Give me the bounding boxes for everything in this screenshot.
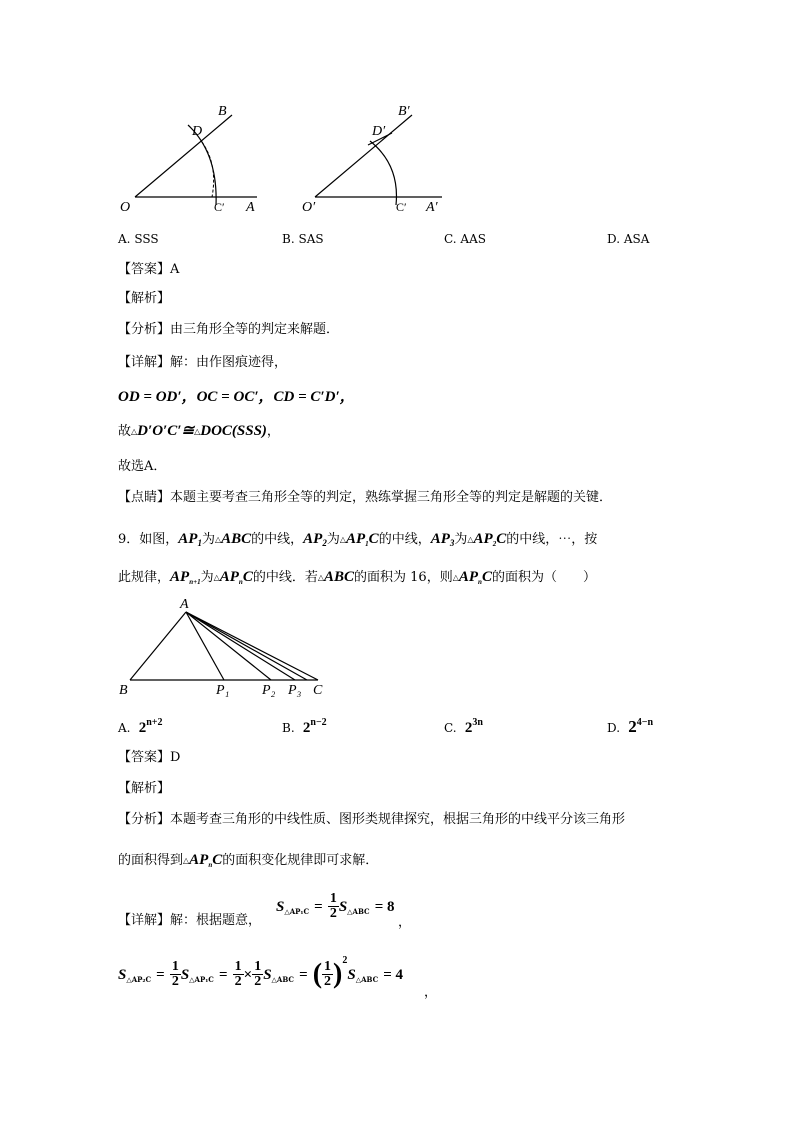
q9-equation-2-comma: ， <box>424 985 438 1000</box>
arc-dashed <box>202 142 214 197</box>
q8-option-d: D. ASA <box>607 232 650 246</box>
label-D: D <box>192 124 203 139</box>
q9-answer: 【答案】D <box>118 750 181 765</box>
label-P3: P₃ <box>288 683 302 698</box>
label-A: A <box>180 597 189 612</box>
label-B: B <box>119 683 128 698</box>
q8-option-c: C. AAS <box>444 232 486 246</box>
q8-guxuan: 故选A． <box>118 459 167 474</box>
label-D-prime: D′ <box>372 124 386 139</box>
q9-figure <box>110 594 340 698</box>
segment-ap2 <box>186 612 271 680</box>
q9-stem-line2: 此规律，$AP_{n+1}$为$\triangle AP_nC$的中线．若△ABC的面积为 16，则$\triangle AP_nC$的面积为（ ） <box>118 569 596 586</box>
q8-fenxi: 【分析】由三角形全等的判定来解题． <box>118 322 340 337</box>
segment-ap4 <box>186 612 307 680</box>
q9-option-b: B. $2^{n-2}$ <box>282 717 327 736</box>
q9-analysis-heading: 【解析】 <box>118 781 171 796</box>
q9-option-d: D. $2^{4-n}$ <box>607 717 654 736</box>
q8-dianjing: 【点睛】本题主要考查三角形全等的判定，熟练掌握三角形全等的判定是解题的关键． <box>118 490 613 505</box>
label-B-prime: B′ <box>398 104 410 119</box>
segment-ab <box>130 612 186 680</box>
label-B: B <box>218 104 227 119</box>
q8-figure <box>110 95 460 220</box>
q9-option-c: C. $2^{3n}$ <box>444 717 483 736</box>
label-P1: P₁ <box>216 683 230 698</box>
q9-equation-1-comma: ， <box>398 915 412 930</box>
label-O-prime: O′ <box>302 200 316 215</box>
label-P2: P₂ <box>262 683 276 698</box>
q9-fenxi-line1: 【分析】本题考查三角形的中线性质、图形类规律探究，根据三角形的中线平分该三角形 <box>118 812 626 827</box>
q8-option-a: A. SSS <box>118 232 159 246</box>
label-A-prime: A′ <box>426 200 438 215</box>
q9-xiangjie: 【详解】解：根据题意， <box>118 913 262 928</box>
label-A: A <box>246 200 255 215</box>
arc-prime <box>370 141 396 205</box>
q9-equation-1: S△AP₁C = $\frac{1}{2}$ S△ABC = 8 <box>276 891 395 921</box>
q8-xiangjie: 【详解】解：由作图痕迹得， <box>118 355 288 370</box>
label-C-prime: C′ <box>214 200 225 214</box>
q8-equation-line: OD = OD′，OC = OC′，CD = C′D′， <box>118 389 355 405</box>
q8-analysis-heading: 【解析】 <box>118 291 171 306</box>
q9-option-a: A. $2^{n+2}$ <box>118 717 163 736</box>
ray-ob <box>135 115 232 197</box>
label-O: O <box>120 200 131 215</box>
q9-fenxi-line2: 的面积得到$\triangle AP_nC$的面积变化规律即可求解． <box>118 852 379 869</box>
q8-answer: 【答案】A <box>118 262 180 277</box>
q8-conclusion: 故△D′O′C′≅△DOC(SSS)， <box>118 423 280 439</box>
q8-option-b: B. SAS <box>282 232 324 246</box>
ray-ob-prime <box>315 115 412 197</box>
label-C-prime-2: C′ <box>396 200 407 214</box>
q9-equation-2: S△AP₂C = $\frac{1}{2}$ S△AP₁C = $\frac{1}{2}$ × $\frac{1}{2}$ S△ABC = ( $\frac{1}{2}$ )$^2$S△ABC = 4 <box>118 955 404 990</box>
segment-ac <box>186 612 318 680</box>
label-C: C <box>313 683 323 698</box>
segment-ap3 <box>186 612 295 680</box>
q9-stem-line1: 9．如图，$AP_1$为△ABC的中线，$AP_2$为$\triangle AP_1C$的中线，$AP_3$为$\triangle AP_2C$的中线，⋯，按 <box>118 531 598 548</box>
